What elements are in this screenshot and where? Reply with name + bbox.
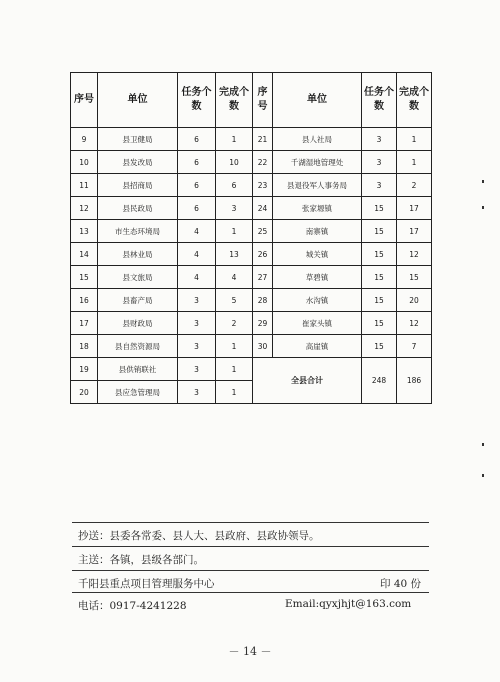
cell-unit: 城关镇	[273, 243, 362, 266]
email-line: Email:qyxjhjt@163.com	[285, 598, 412, 610]
cell-tasks: 3	[362, 151, 397, 174]
cell-tasks: 3	[362, 128, 397, 151]
cell-done: 1	[397, 128, 432, 151]
table-header-row	[71, 73, 432, 128]
cell-unit: 县自然资源局	[98, 335, 178, 358]
cell-seq: 12	[71, 197, 98, 220]
cell-tasks: 15	[362, 243, 397, 266]
cell-done: 2	[216, 312, 253, 335]
header-seq-right: 序号	[253, 73, 273, 128]
cell-tasks: 3	[178, 335, 216, 358]
cell-done: 1	[216, 358, 253, 381]
table-row	[71, 243, 432, 266]
cell-tasks: 15	[362, 312, 397, 335]
cell-seq: 9	[71, 128, 98, 151]
cell-unit: 县发改局	[98, 151, 178, 174]
cell-seq: 29	[253, 312, 273, 335]
header-unit-left: 单位	[98, 73, 178, 128]
page-number: － 14 －	[228, 645, 272, 658]
cell-seq: 16	[71, 289, 98, 312]
cell-done: 1	[216, 128, 253, 151]
cell-done: 3	[216, 197, 253, 220]
footer-rule	[72, 570, 429, 571]
cell-unit: 县应急管理局	[98, 381, 178, 404]
cell-tasks: 15	[362, 335, 397, 358]
cell-seq: 19	[71, 358, 98, 381]
cell-seq: 28	[253, 289, 273, 312]
cell-seq: 25	[253, 220, 273, 243]
table-row	[71, 335, 432, 358]
cell-tasks: 6	[178, 174, 216, 197]
cell-unit: 县卫健局	[98, 128, 178, 151]
cell-seq: 11	[71, 174, 98, 197]
cell-tasks: 15	[362, 289, 397, 312]
cell-tasks: 4	[178, 220, 216, 243]
cell-tasks: 3	[178, 289, 216, 312]
table-row	[71, 312, 432, 335]
cell-done: 15	[397, 266, 432, 289]
cell-done: 12	[397, 243, 432, 266]
footer-rule-bottom	[72, 592, 429, 593]
cell-done: 5	[216, 289, 253, 312]
cell-done: 2	[397, 174, 432, 197]
cell-tasks: 15	[362, 220, 397, 243]
cell-seq: 15	[71, 266, 98, 289]
cell-seq: 18	[71, 335, 98, 358]
table-row	[71, 220, 432, 243]
cell-tasks: 4	[178, 243, 216, 266]
cell-unit: 草碧镇	[273, 266, 362, 289]
scan-speck	[482, 206, 484, 209]
table-row	[71, 151, 432, 174]
issuer-line: 千阳县重点项目管理服务中心	[78, 578, 215, 590]
table-row	[71, 266, 432, 289]
table-row	[71, 289, 432, 312]
cell-done: 1	[216, 220, 253, 243]
header-seq-left: 序号	[71, 73, 98, 128]
cell-seq: 26	[253, 243, 273, 266]
cell-done: 13	[216, 243, 253, 266]
cell-tasks: 4	[178, 266, 216, 289]
cell-unit: 县林业局	[98, 243, 178, 266]
cell-done: 1	[216, 335, 253, 358]
cell-seq: 14	[71, 243, 98, 266]
cell-unit: 千湖湿地管理处	[273, 151, 362, 174]
cell-seq: 10	[71, 151, 98, 174]
table-row	[71, 128, 432, 151]
scan-speck	[482, 443, 484, 446]
cell-seq: 22	[253, 151, 273, 174]
header-unit-right: 单位	[273, 73, 362, 128]
header-done-right: 完成个数	[397, 73, 432, 128]
cell-tasks: 6	[178, 151, 216, 174]
cell-seq: 30	[253, 335, 273, 358]
cc-line: 抄送：县委各常委、县人大、县政府、县政协领导。	[78, 530, 320, 542]
cell-done: 1	[397, 151, 432, 174]
cell-unit: 水沟镇	[273, 289, 362, 312]
cell-done: 4	[216, 266, 253, 289]
cell-seq: 20	[71, 381, 98, 404]
cell-tasks: 3	[178, 358, 216, 381]
cell-seq: 23	[253, 174, 273, 197]
cell-tasks: 6	[178, 197, 216, 220]
cell-unit: 张家塬镇	[273, 197, 362, 220]
cell-done: 6	[216, 174, 253, 197]
header-tasks-left: 任务个数	[178, 73, 216, 128]
cell-tasks: 15	[362, 266, 397, 289]
total-done: 186	[397, 358, 432, 404]
footer-rule-top	[72, 522, 429, 523]
cell-done: 7	[397, 335, 432, 358]
header-done-left: 完成个数	[216, 73, 253, 128]
scan-speck	[482, 180, 484, 183]
table-row	[71, 197, 432, 220]
cell-seq: 24	[253, 197, 273, 220]
cell-unit: 崔家头镇	[273, 312, 362, 335]
cell-unit: 县文旅局	[98, 266, 178, 289]
cell-seq: 21	[253, 128, 273, 151]
cell-unit: 县民政局	[98, 197, 178, 220]
cell-tasks: 6	[178, 128, 216, 151]
cell-done: 17	[397, 197, 432, 220]
cell-tasks: 3	[178, 312, 216, 335]
total-label: 全县合计	[253, 358, 362, 404]
cell-unit: 县供销联社	[98, 358, 178, 381]
cell-done: 10	[216, 151, 253, 174]
cell-unit: 县畜产局	[98, 289, 178, 312]
cell-unit: 县财政局	[98, 312, 178, 335]
phone-line: 电话：0917-4241228	[78, 600, 187, 612]
cell-tasks: 15	[362, 197, 397, 220]
table-row	[71, 174, 432, 197]
cell-tasks: 3	[178, 381, 216, 404]
cell-done: 12	[397, 312, 432, 335]
cell-done: 1	[216, 381, 253, 404]
task-completion-table	[70, 72, 432, 404]
cell-seq: 13	[71, 220, 98, 243]
table-row	[71, 358, 432, 381]
cell-unit: 南寨镇	[273, 220, 362, 243]
cell-unit: 县退役军人事务局	[273, 174, 362, 197]
cell-unit: 市生态环境局	[98, 220, 178, 243]
recipients-line: 主送：各镇，县级各部门。	[78, 554, 204, 566]
cell-unit: 县人社局	[273, 128, 362, 151]
cell-unit: 县招商局	[98, 174, 178, 197]
cell-done: 20	[397, 289, 432, 312]
footer-rule	[72, 546, 429, 547]
cell-seq: 17	[71, 312, 98, 335]
total-tasks: 248	[362, 358, 397, 404]
print-copies: 印 40 份	[380, 578, 422, 590]
scan-speck	[482, 474, 484, 477]
cell-done: 17	[397, 220, 432, 243]
header-tasks-right: 任务个数	[362, 73, 397, 128]
cell-seq: 27	[253, 266, 273, 289]
cell-unit: 高崖镇	[273, 335, 362, 358]
cell-tasks: 3	[362, 174, 397, 197]
